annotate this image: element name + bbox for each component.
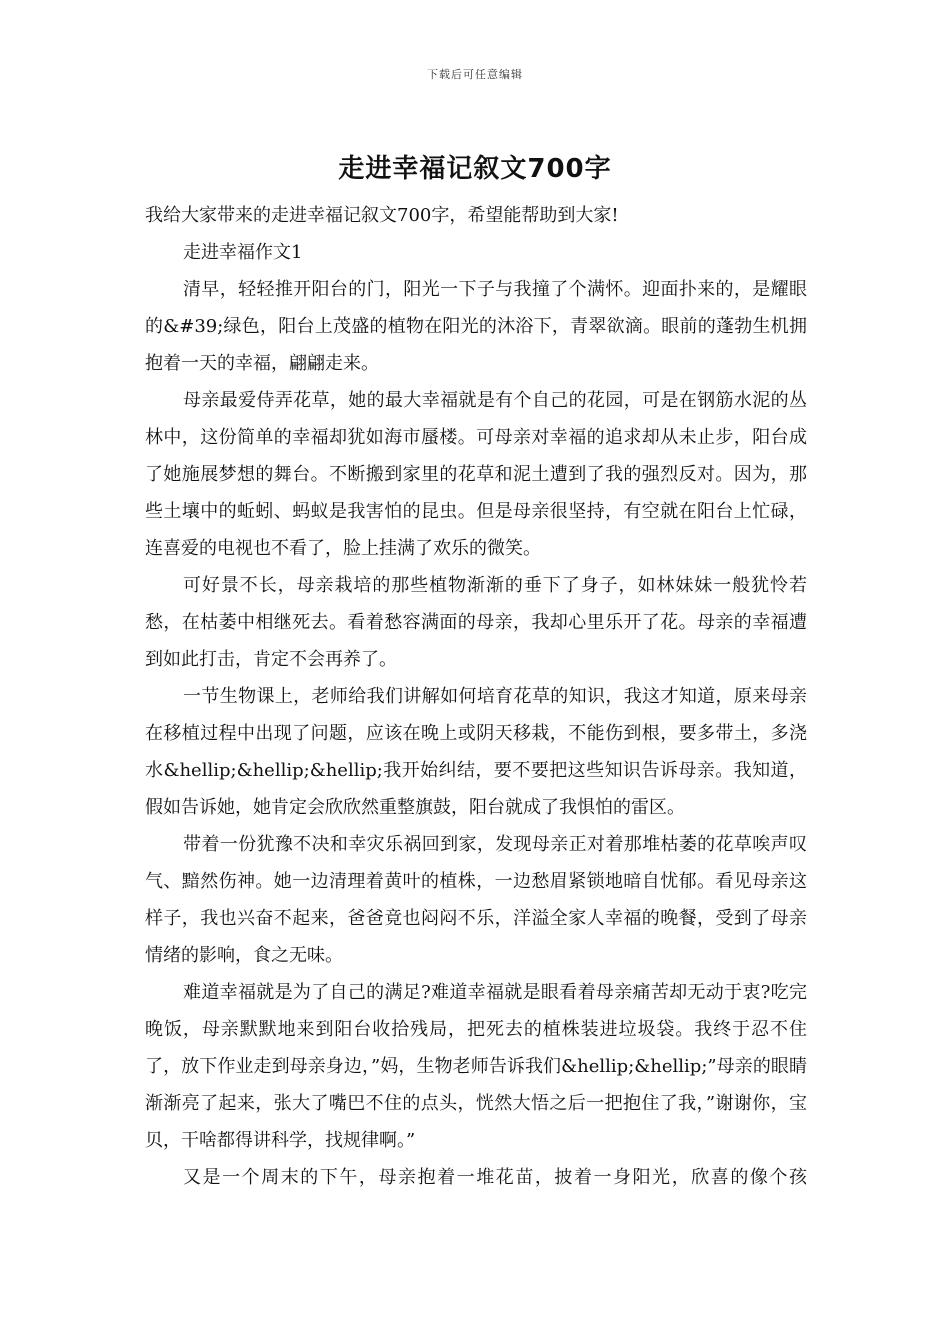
body-paragraph: 母亲最爱侍弄花草，她的最大幸福就是有个自己的花园，可是在钢筋水泥的丛林中，这份简单的幸福却犹如海市蜃楼。可母亲对幸福的追求却从未止步，阳台成了她施展梦想的舞台。不断搬到家里的花草和泥土遭到了我的强烈反对。因为，那些土壤中的蚯蚓、蚂蚁是我害怕的昆虫。但是母亲很坚持，有空就在阳台上忙碌，连喜爱的电视也不看了，脸上挂满了欢乐的微笑。 [145,390,807,559]
intro-paragraph: 我给大家带来的走进幸福记叙文700字，希望能帮助到大家! [145,205,619,226]
body-paragraph: 一节生物课上，老师给我们讲解如何培育花草的知识，我这才知道，原来母亲在移植过程中出现了问题，应该在晚上或阴天移栽，不能伤到根，要多带土，多浇水&hellip;&hellip;&hellip;我开始纠结，要不要把这些知识告诉母亲。我知道，假如告诉她，她肯定会欣欣然重整旗鼓，阳台就成了我惧怕的雷区。 [145,686,807,818]
body-paragraph: 可好景不长，母亲栽培的那些植物渐渐的垂下了身子，如林妹妹一般犹怜若愁，在枯萎中相继死去。看着愁容满面的母亲，我却心里乐开了花。母亲的幸福遭到如此打击，肯定不会再养了。 [145,575,807,670]
body-paragraph: 又是一个周末的下午，母亲抱着一堆花苗，披着一身阳光，欣喜的像个孩 [183,1167,807,1188]
section-heading: 走进幸福作文1 [183,242,303,263]
document-title: 走进幸福记叙文700字 [338,154,612,184]
body-paragraph: 带着一份犹豫不决和幸灾乐祸回到家，发现母亲正对着那堆枯萎的花草唉声叹气、黯然伤神。她一边清理着黄叶的植株，一边愁眉紧锁地暗自忧郁。看见母亲这样子，我也兴奋不起来，爸爸竟也闷闷不乐，洋溢全家人幸福的晚餐，受到了母亲情绪的影响，食之无味。 [145,834,807,966]
document-body [145,197,807,1196]
header-note: 下载后可任意编辑 [427,68,523,81]
body-paragraph: 难道幸福就是为了自己的满足?难道幸福就是眼看着母亲痛苦却无动于衷?吃完晚饭，母亲默默地来到阳台收拾残局，把死去的植株装进垃圾袋。我终于忍不住了，放下作业走到母亲身边，”妈，生物老师告诉我们&hellip;&hellip;”母亲的眼睛渐渐亮了起来，张大了嘴巴不住的点头，恍然大悟之后一把抱住了我，”谢谢你，宝贝，干啥都得讲科学，找规律啊。” [145,982,807,1151]
body-paragraph: 清早，轻轻推开阳台的门，阳光一下子与我撞了个满怀。迎面扑来的，是耀眼的&#39;绿色，阳台上茂盛的植物在阳光的沐浴下，青翠欲滴。眼前的蓬勃生机拥抱着一天的幸福，翩翩走来。 [145,279,807,374]
